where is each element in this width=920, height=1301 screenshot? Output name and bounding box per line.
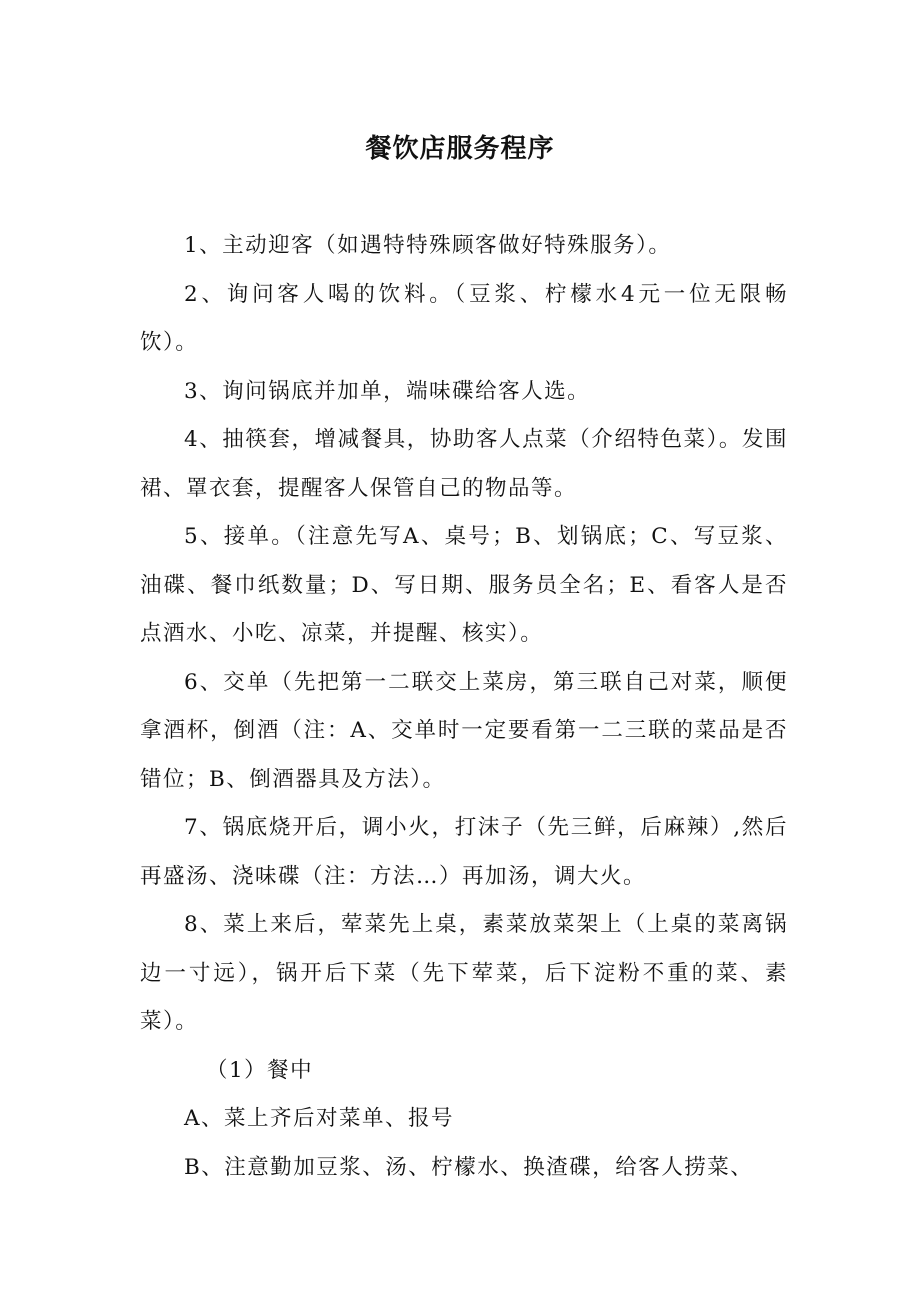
paragraph-1: 1、主动迎客（如遇特特殊顾客做好特殊服务）。 (184, 233, 672, 258)
paragraph-7: 7、锅底烧开后，调小火，打沫子（先三鲜，后麻辣）,然后再盛汤、浇味碟（注：方法…）再加汤，调大火。 (140, 815, 788, 889)
paragraph-3: 3、询问锅底并加单，端味碟给客人选。 (184, 378, 591, 404)
list-item-a: A、菜上齐后对菜单、报号 (184, 1106, 455, 1131)
section-heading: （1）餐中 (206, 1057, 314, 1083)
paragraph-2: 2、询问客人喝的饮料。（豆浆、柠檬水4元一位无限畅饮）。 (140, 281, 788, 355)
document-body (140, 222, 788, 1192)
document-title: 餐饮店服务程序 (365, 134, 555, 164)
paragraph-8: 8、菜上来后，荤菜先上桌，素菜放菜架上（上桌的菜离锅边一寸远），锅开后下菜（先下荤菜，后下淀粉不重的菜、素菜）。 (140, 912, 788, 1034)
list-item-b: B、注意勤加豆浆、汤、柠檬水、换渣碟，给客人捞菜、 (184, 1154, 754, 1180)
paragraph-6: 6、交单（先把第一二联交上菜房，第三联自己对菜，顺便拿酒杯，倒酒（注：A、交单时一定要看第一二三联的菜品是否错位；B、倒酒器具及方法）。 (140, 669, 788, 792)
paragraph-4: 4、抽筷套，增减餐具，协助客人点菜（介绍特色菜）。发围裙、罩衣套，提醒客人保管自己的物品等。 (140, 427, 788, 501)
paragraph-5: 5、接单。（注意先写A、桌号；B、划锅底；C、写豆浆、油碟、餐巾纸数量；D、写日期、服务员全名；E、看客人是否点酒水、小吃、凉菜，并提醒、核实）。 (140, 524, 788, 646)
